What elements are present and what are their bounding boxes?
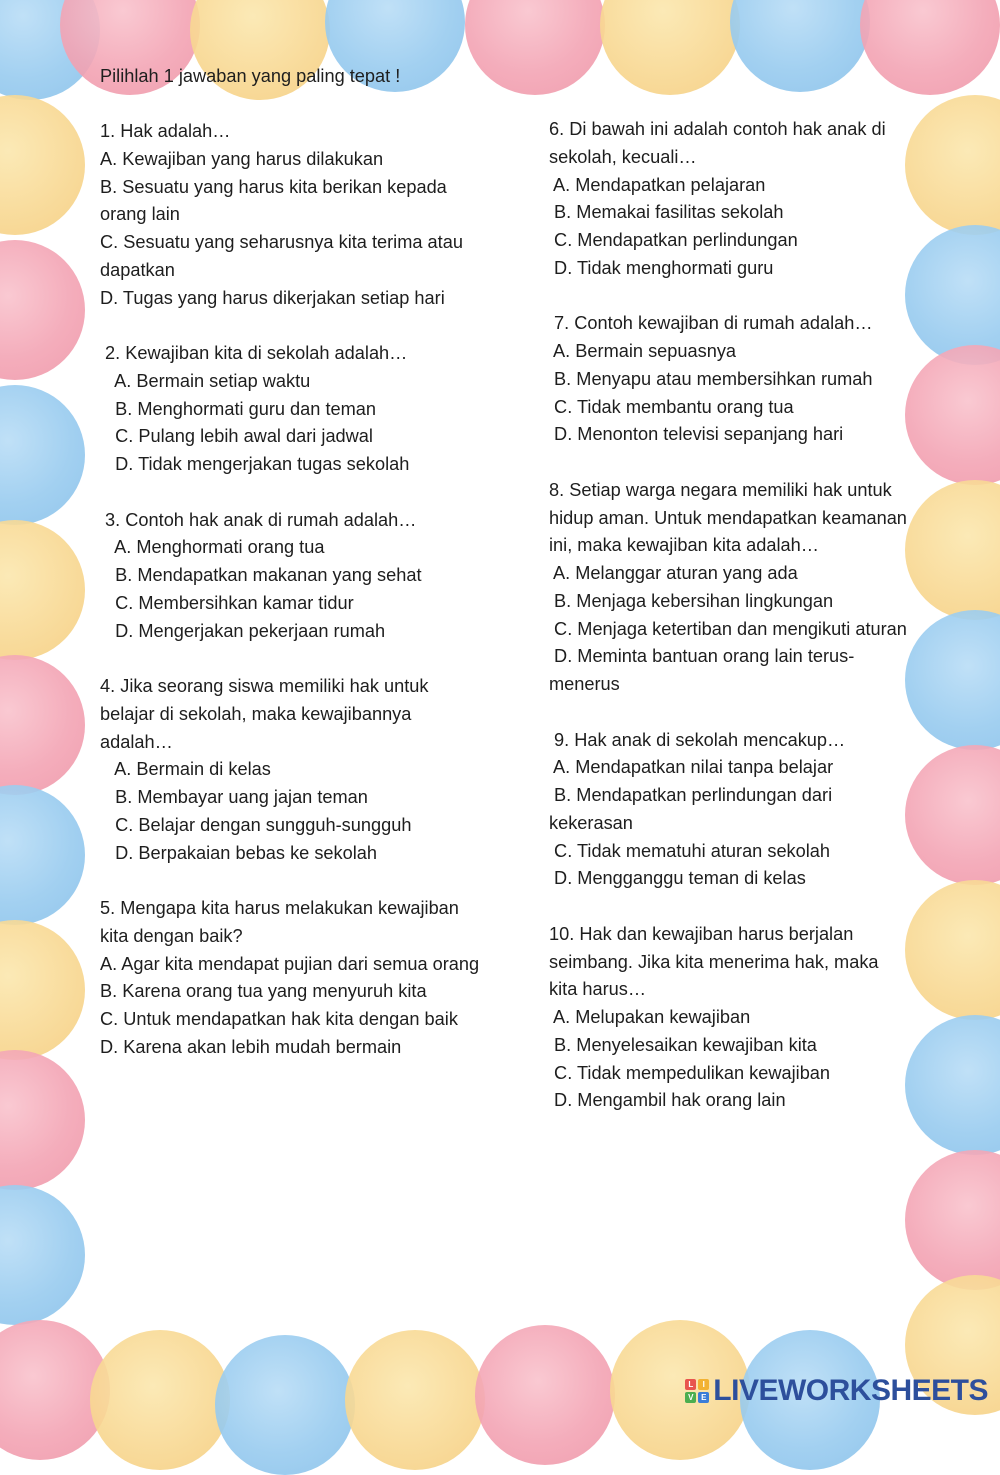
- question-line: A. Agar kita mendapat pujian dari semua orang: [100, 953, 480, 974]
- question-line: D. Menonton televisi sepanjang hari: [549, 424, 844, 445]
- question-line: 4. Jika seorang siswa memiliki hak untuk: [100, 676, 429, 696]
- question-line: A. Menghormati orang tua: [100, 537, 325, 558]
- question-line: C. Membersihkan kamar tidur: [100, 592, 354, 613]
- question-line: B. Mendapatkan makanan yang sehat: [100, 565, 422, 585]
- question-line: A. Bermain di kelas: [100, 759, 271, 780]
- question-line: B. Karena orang tua yang menyuruh kita: [100, 981, 427, 1002]
- question-line: D. Tidak menghormati guru: [549, 257, 774, 278]
- question-line: D. Mengambil hak orang lain: [549, 1090, 786, 1111]
- question-line: D. Tugas yang harus dikerjakan setiap hari: [100, 287, 445, 308]
- question-line: C. Tidak mematuhi aturan sekolah: [549, 840, 831, 861]
- question-line: D. Tidak mengerjakan tugas sekolah: [100, 454, 410, 474]
- question-line: D. Berpakaian bebas ke sekolah: [100, 842, 378, 863]
- liveworksheets-logo: [685, 1372, 988, 1410]
- question-line: 3. Contoh hak anak di rumah adalah…: [100, 509, 417, 530]
- question-line: C. Belajar dengan sungguh-sungguh: [100, 814, 412, 835]
- question-line: kita harus…: [549, 979, 647, 1000]
- question-line: 6. Di bawah ini adalah contoh hak anak di: [549, 119, 886, 139]
- liveworksheets-logo-text: LIVEWORKSHEETS: [713, 1374, 988, 1407]
- question-line: 5. Mengapa kita harus melakukan kewajiban: [100, 898, 459, 918]
- question-line: B. Menyapu atau membersihkan rumah: [549, 368, 873, 389]
- question-line: A. Kewajiban yang harus dilakukan: [100, 148, 384, 169]
- instruction-text: Pilihlah 1 jawaban yang paling tepat !: [100, 66, 401, 86]
- question-line: 1. Hak adalah…: [100, 121, 231, 141]
- question-line: B. Menghormati guru dan teman: [100, 398, 376, 419]
- question-line: C. Tidak membantu orang tua: [549, 396, 794, 417]
- question-line: B. Memakai fasilitas sekolah: [549, 202, 784, 223]
- question-line: C. Sesuatu yang seharusnya kita terima atau: [100, 232, 463, 252]
- question-line: 9. Hak anak di sekolah mencakup…: [549, 729, 846, 750]
- liveworksheets-logo-icon: L I V E: [685, 1379, 709, 1403]
- question-line: C. Pulang lebih awal dari jadwal: [100, 426, 373, 447]
- question-line: menerus: [549, 674, 620, 694]
- question-line: C. Tidak mempedulikan kewajiban: [549, 1062, 831, 1083]
- question-line: ini, maka kewajiban kita adalah…: [549, 535, 819, 556]
- question-line: C. Mendapatkan perlindungan: [549, 230, 798, 250]
- question-line: orang lain: [100, 204, 180, 225]
- question-line: 2. Kewajiban kita di sekolah adalah…: [100, 343, 408, 363]
- question-line: B. Menjaga kebersihan lingkungan: [549, 590, 834, 611]
- question-line: kekerasan: [549, 812, 633, 833]
- question-line: B. Menyelesaikan kewajiban kita: [549, 1034, 817, 1055]
- question-line: 7. Contoh kewajiban di rumah adalah…: [549, 313, 873, 334]
- question-line: seimbang. Jika kita menerima hak, maka: [549, 951, 879, 972]
- question-line: 10. Hak dan kewajiban harus berjalan: [549, 923, 854, 944]
- question-line: A. Mendapatkan pelajaran: [549, 174, 766, 195]
- question-line: A. Bermain sepuasnya: [549, 341, 737, 361]
- question-line: D. Meminta bantuan orang lain terus-: [549, 646, 855, 667]
- question-line: B. Mendapatkan perlindungan dari: [549, 785, 833, 805]
- question-line: D. Mengganggu teman di kelas: [549, 868, 806, 889]
- question-line: 8. Setiap warga negara memiliki hak untuk: [549, 479, 892, 500]
- question-line: adalah…: [100, 731, 173, 752]
- question-line: A. Melanggar aturan yang ada: [549, 563, 798, 583]
- question-line: belajar di sekolah, maka kewajibannya: [100, 703, 412, 724]
- question-line: D. Mengerjakan pekerjaan rumah: [100, 620, 386, 641]
- question-line: A. Melupakan kewajiban: [549, 1007, 751, 1027]
- question-line: A. Mendapatkan nilai tanpa belajar: [549, 757, 834, 778]
- question-line: D. Karena akan lebih mudah bermain: [100, 1036, 402, 1057]
- question-line: kita dengan baik?: [100, 925, 243, 946]
- question-line: sekolah, kecuali…: [549, 146, 697, 167]
- question-line: dapatkan: [100, 259, 175, 280]
- question-line: hidup aman. Untuk mendapatkan keamanan: [549, 507, 907, 528]
- question-line: C. Untuk mendapatkan hak kita dengan baik: [100, 1009, 458, 1029]
- question-line: B. Sesuatu yang harus kita berikan kepada: [100, 176, 447, 197]
- question-line: C. Menjaga ketertiban dan mengikuti aturan: [549, 618, 907, 639]
- question-line: A. Bermain setiap waktu: [100, 370, 311, 391]
- question-line: B. Membayar uang jajan teman: [100, 787, 368, 807]
